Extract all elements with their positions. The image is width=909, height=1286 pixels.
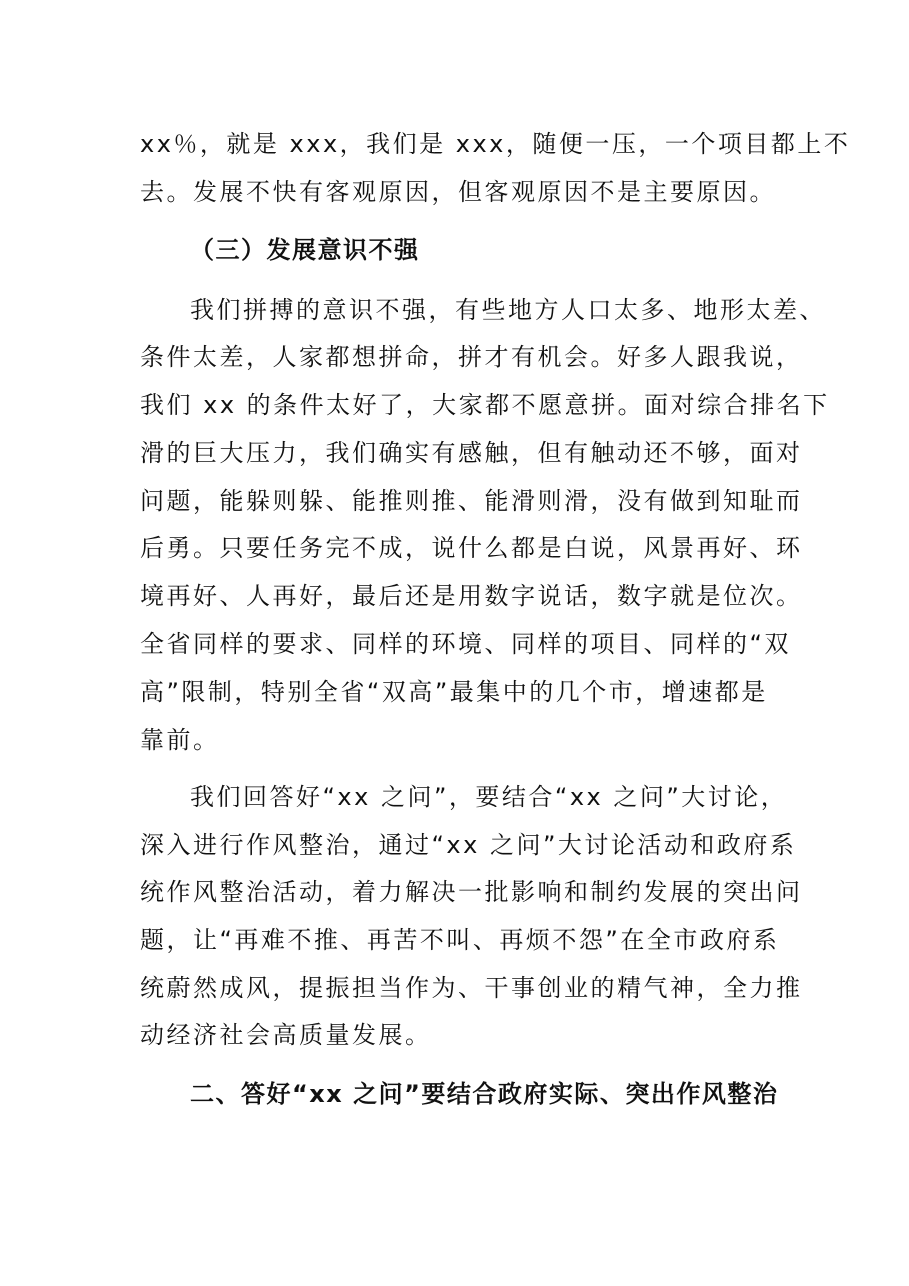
paragraph-1-line-2: 去。发展不快有客观原因，但客观原因不是主要原因。 xyxy=(140,178,776,206)
paragraph-3-line-5: 统蔚然成风，提振担当作为、干事创业的精气神，全力推 xyxy=(140,974,803,1002)
paragraph-3-line-3: 统作风整治活动，着力解决一批影响和制约发展的突出问 xyxy=(140,878,803,906)
paragraph-2-line-8: 全省同样的要求、同样的环境、同样的项目、同样的“双 xyxy=(140,630,791,658)
paragraph-1-line-1: xx％，就是 xxx，我们是 xxx，随便一压，一个项目都上不 xyxy=(140,130,851,158)
paragraph-3-line-4: 题，让“再难不推、再苦不叫、再烦不怨”在全市政府系 xyxy=(140,926,780,954)
section-3-heading: （三）发展意识不强 xyxy=(190,236,420,264)
paragraph-2-line-10: 靠前。 xyxy=(140,726,220,754)
paragraph-2-line-6: 后勇。只要任务完不成，说什么都是白说，风景再好、环 xyxy=(140,534,803,562)
paragraph-2-line-9: 高”限制，特别全省“双高”最集中的几个市，增速都是 xyxy=(140,678,768,706)
paragraph-3-line-6: 动经济社会高质量发展。 xyxy=(140,1021,432,1049)
section-2-heading: 二、答好“xx 之问”要结合政府实际、突出作风整治 xyxy=(190,1080,779,1108)
paragraph-2-line-1: 我们拼搏的意识不强，有些地方人口太多、地形太差、 xyxy=(190,296,826,324)
paragraph-3-line-1: 我们回答好“xx 之问”，要结合“xx 之问”大讨论， xyxy=(190,783,788,811)
paragraph-2-line-5: 问题，能躲则躲、能推则推、能滑则滑，没有做到知耻而 xyxy=(140,487,803,515)
paragraph-2-line-3: 我们 xx 的条件太好了，大家都不愿意拼。面对综合排名下 xyxy=(140,391,830,419)
paragraph-2-line-7: 境再好、人再好，最后还是用数字说话，数字就是位次。 xyxy=(140,582,803,610)
paragraph-2-line-4: 滑的巨大压力，我们确实有感触，但有触动还不够，面对 xyxy=(140,439,803,467)
paragraph-2-line-2: 条件太差，人家都想拼命，拼才有机会。好多人跟我说， xyxy=(140,343,803,371)
paragraph-3-line-2: 深入进行作风整治，通过“xx 之问”大讨论活动和政府系 xyxy=(140,831,797,859)
